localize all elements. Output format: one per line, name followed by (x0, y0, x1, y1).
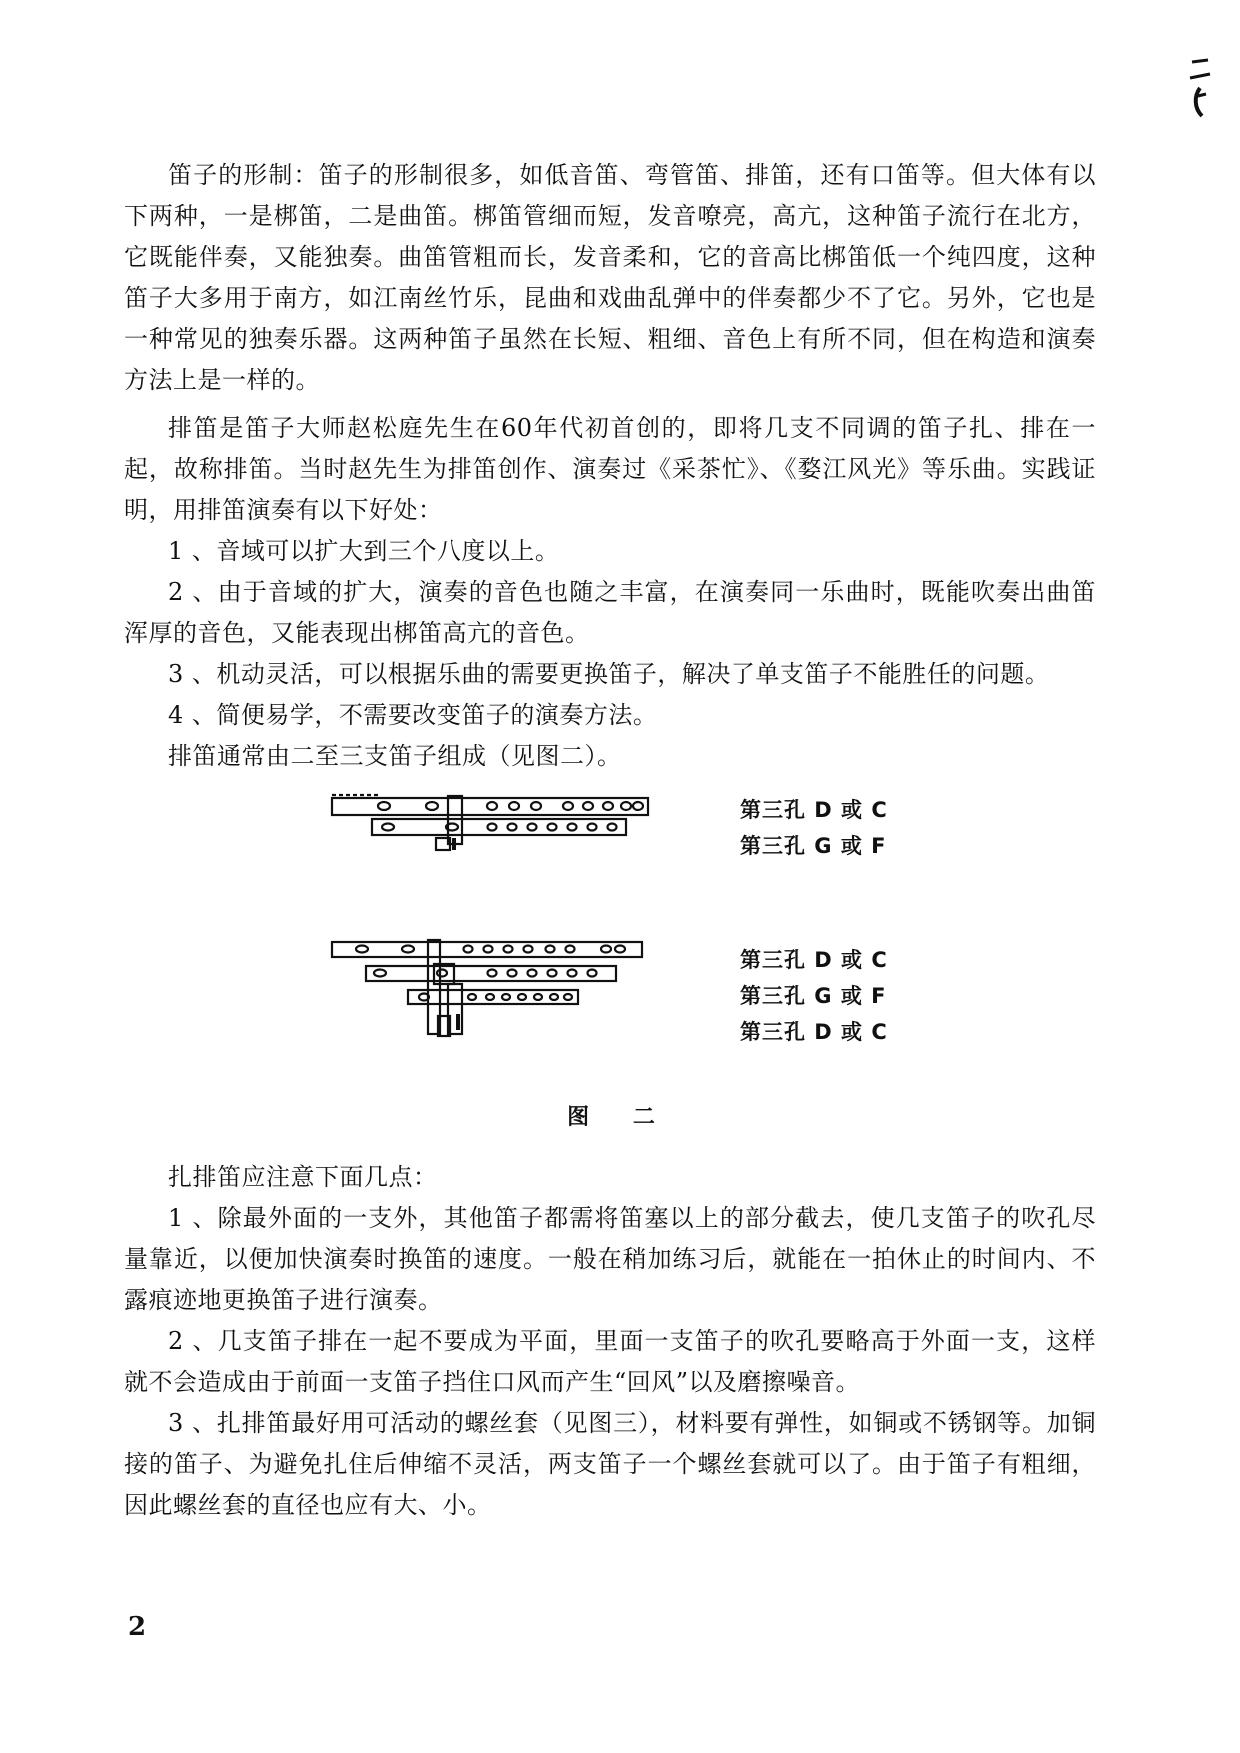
flute-hole (528, 824, 537, 831)
flute-hole (468, 994, 476, 1000)
flute-hole (528, 970, 537, 977)
flute-hole (486, 994, 494, 1000)
flute-hole (548, 824, 557, 831)
figure-paidi-diagram (320, 786, 940, 1076)
flute-hole (568, 970, 577, 977)
list-item: 3 、扎排笛最好用可活动的螺丝套（见图三），材料要有弹性，如铜或不锈钢等。加铜接的笛子、为避免扎住后伸缩不灵活，两支笛子一个螺丝套就可以了。由于笛子有粗细，因此螺丝套的直径也应有大、小。 (124, 1409, 1096, 1519)
flute-hole (608, 824, 617, 831)
flute-hole (603, 802, 613, 810)
handwritten-margin-mark (1186, 52, 1216, 122)
list-item: 2 、几支笛子排在一起不要成为平面，里面一支笛子的吹孔要略高于外面一支，这样就不会造成由于前面一支笛子挡住口风而产生“回风”以及磨擦噪音。 (124, 1327, 1096, 1396)
flute-outline (366, 966, 616, 981)
flute-hole (487, 802, 497, 810)
list-item: 1 、音域可以扩大到三个八度以上。 (168, 537, 560, 565)
flute-hole (548, 970, 557, 977)
flute-hole (508, 970, 517, 977)
paixiao-text (124, 408, 1096, 777)
group2-label-top: 第三孔 D 或 C (740, 948, 888, 972)
flute-hole (437, 970, 447, 977)
list-item: 3 、机动灵活，可以根据乐曲的需要更换笛子，解决了单支笛子不能胜任的问题。 (168, 660, 1050, 688)
flute-hole (621, 802, 631, 810)
paragraph-flute-forms: 笛子的形制：笛子的形制很多，如低音笛、弯管笛、排笛，还有口笛等。但大体有以下两种，一是梆笛，二是曲笛。梆笛管细而短，发音嘹亮，高亢，这种笛子流行在北方，它既能伴奏，又能独奏。曲笛管粗而长，发音柔和，它的音高比梆笛低一个纯四度，这种笛子大多用于南方，如江南丝竹乐，昆曲和戏曲乱弹中的伴奏都少不了它。另外，它也是一种常见的独奏乐器。这两种笛子虽然在长短、粗细、音色上有所不同，但在构造和演奏方法上是一样的。 (124, 161, 1096, 394)
flute-hole (546, 946, 555, 953)
flute-hole (356, 946, 368, 953)
flute-hole (531, 802, 541, 810)
flute-hole (488, 970, 497, 977)
flute-hole (504, 946, 513, 953)
flute-hole (588, 824, 597, 831)
flute-hole (382, 824, 394, 831)
flute-hole (566, 946, 575, 953)
flute-hole (550, 994, 558, 1000)
flute-hole (563, 802, 573, 810)
flute-hole (426, 802, 438, 810)
group2-label-middle: 第三孔 G 或 F (740, 984, 887, 1008)
paragraph-composition: 排笛通常由二至三支笛子组成（见图二）。 (168, 742, 622, 770)
flute-hole (564, 994, 572, 1000)
paragraph-notes-heading: 扎排笛应注意下面几点： (168, 1163, 438, 1191)
intro-text (124, 155, 1096, 401)
list-item: 1 、除最外面的一支外，其他笛子都需将笛塞以上的部分截去，使几支笛子的吹孔尽量靠近，以便加快演奏时换笛的速度。一般在稍加练习后，就能在一拍休止的时间内、不露痕迹地更换笛子进行演奏。 (124, 1204, 1096, 1314)
flute-outline (332, 942, 642, 957)
flute-hole (583, 802, 593, 810)
flute-hole (374, 970, 386, 977)
group1-label-top: 第三孔 D 或 C (740, 798, 888, 822)
flute-hole (484, 946, 493, 953)
flute-hole (464, 946, 473, 953)
flute-hole (488, 824, 497, 831)
paragraph-paidi-origin: 排笛是笛子大师赵松庭先生在60年代初首创的，即将几支不同调的笛子扎、排在一起，故称排笛。当时赵先生为排笛创作、演奏过《采茶忙》、《婺江风光》等乐曲。实践证明，用排笛演奏有以下好处： (124, 414, 1096, 524)
list-item: 4 、简便易学，不需要改变笛子的演奏方法。 (168, 701, 658, 729)
group2-label-bottom: 第三孔 D 或 C (740, 1020, 888, 1044)
flute-hole (502, 994, 510, 1000)
tying-notes-text (124, 1157, 1096, 1526)
flute-hole (518, 994, 526, 1000)
flute-hole (601, 946, 611, 953)
flute-hole (378, 802, 390, 810)
flute-hole (633, 802, 643, 810)
flute-hole (568, 824, 577, 831)
list-item: 2 、由于音域的扩大，演奏的音色也随之丰富，在演奏同一乐曲时，既能吹奏出曲笛浑厚的音色，又能表现出梆笛高亢的音色。 (124, 578, 1096, 647)
flute-hole (588, 970, 597, 977)
group1-label-bottom: 第三孔 G 或 F (740, 834, 887, 858)
flute-hole (524, 946, 533, 953)
flute-hole (615, 946, 625, 953)
flute-hole (534, 994, 542, 1000)
flute-hole (508, 824, 517, 831)
figure-caption: 图 二 (567, 1104, 673, 1130)
page-number: 2 (128, 1612, 147, 1642)
flute-hole (402, 946, 414, 953)
flute-hole (509, 802, 519, 810)
flute-outline (332, 798, 648, 815)
